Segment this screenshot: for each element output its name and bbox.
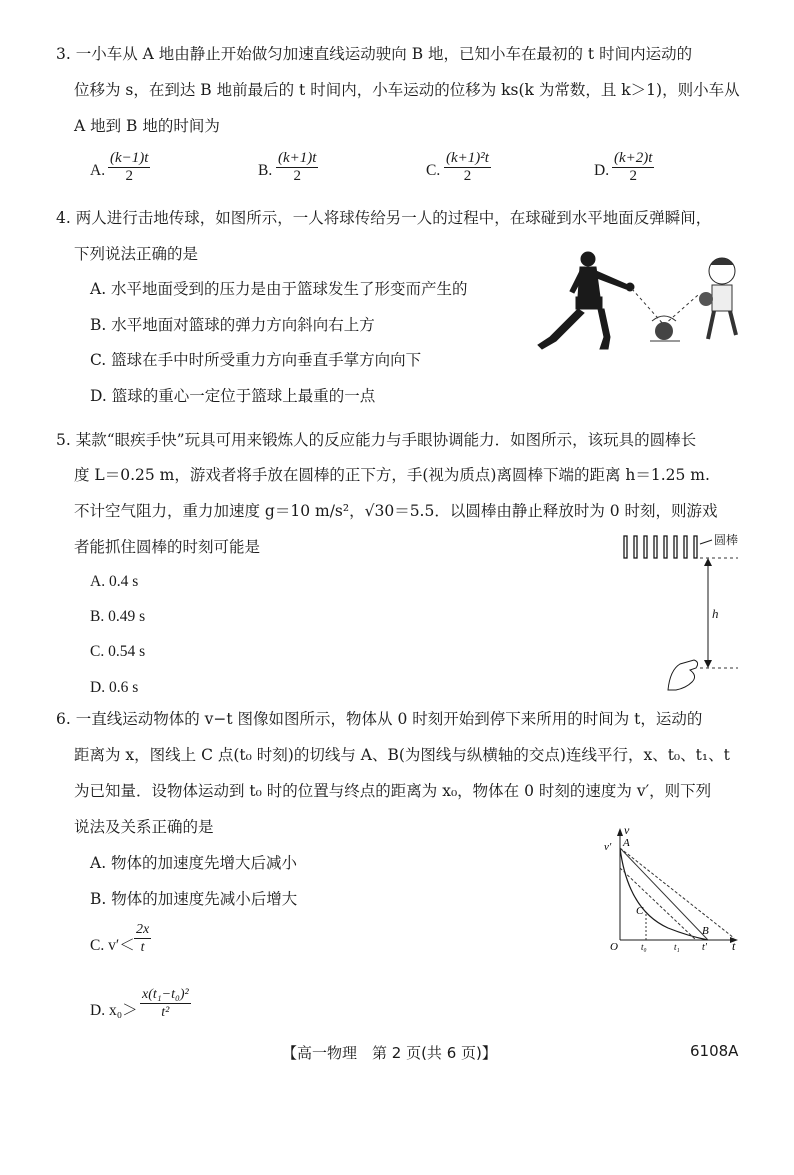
q6-text-line-2: 距离为 x，图线上 C 点(t₀ 时刻)的切线与 A、B(为图线与纵横轴的交点)连线平行，x、t₀、t₁、t	[74, 746, 730, 764]
q6-text-line-1: 6. 一直线运动物体的 v−t 图像如图所示，物体从 0 时刻开始到停下来所用的时间为 t，运动的	[56, 710, 703, 728]
q3-option-c-label: C.	[426, 162, 441, 179]
q4-option-b: B. 水平地面对篮球的弹力方向斜向右上方	[90, 316, 375, 334]
q6-text-line-3: 为已知量．设物体运动到 t₀ 时的位置与终点的距离为 x₀，物体在 0 时刻的速度为 v′，则下列	[74, 782, 712, 800]
q6-option-c-label: C. v′＜	[90, 937, 135, 954]
q3-option-d-label: D.	[594, 162, 610, 179]
point-a-label: A	[623, 837, 630, 849]
tangent-c	[620, 868, 696, 940]
q5-text-line-2: 度 L＝0.25 m，游戏者将手放在圆棒的正下方，手(视为质点)离圆棒下端的距离 h＝1.25 m.	[74, 466, 710, 484]
q5-option-d: D. 0.6 s	[90, 679, 139, 696]
rod-label: 圆棒	[714, 533, 739, 547]
q3-text-line-2: 位移为 s，在到达 B 地前最后的 t 时间内，小车运动的位移为 ks(k 为常数，且 k＞1)，则小车从	[74, 81, 740, 99]
q6-option-d-label: D. x₀＞	[90, 1002, 138, 1019]
ball-path-up	[664, 295, 698, 325]
basketball	[655, 322, 673, 340]
q3-option-c-fraction: $\frac{\text{(k+1)²t}}{2}$	[446, 150, 489, 184]
origin-label: O	[610, 941, 618, 953]
q4-option-d: D. 篮球的重心一定位于篮球上最重的一点	[90, 387, 376, 405]
q6-option-b: B. 物体的加速度先减小后增大	[90, 890, 298, 908]
q3-option-a-fraction: $\frac{(k-1)t}{2}$	[110, 150, 149, 184]
bounce-pass-figure	[530, 245, 755, 365]
t-prime-label: t′	[702, 942, 707, 953]
h-label: h	[712, 606, 719, 621]
q6-option-a: A. 物体的加速度先增大后减小	[90, 854, 298, 872]
q4-option-c: C. 篮球在手中时所受重力方向垂直手掌方向向下	[90, 351, 422, 369]
v-prime-label: v′	[604, 841, 612, 853]
q5-option-b: B. 0.49 s	[90, 608, 146, 625]
q4-text-line-2: 下列说法正确的是	[74, 245, 199, 263]
q3-option-d-fraction: $\frac{(k+2)t}{2}$	[614, 150, 653, 184]
point-b-label: B	[702, 925, 709, 937]
q3-option-b-label: B.	[258, 162, 273, 179]
q3-text-line-3: A 地到 B 地的时间为	[74, 117, 220, 135]
q5-text-line-3: 不计空气阻力，重力加速度 g＝10 m/s²，√30＝5.5．以圆棒由静止释放时为 0 时刻，则游戏	[74, 502, 718, 520]
q4-option-a: A. 水平地面受到的压力是由于篮球发生了形变而产生的	[90, 280, 468, 298]
bounce-arc	[652, 316, 676, 321]
t0-label: t₀	[641, 942, 647, 952]
t1-label: t₁	[674, 942, 680, 952]
q6-option-c-fraction: $\frac{2x}{t}$	[136, 922, 150, 955]
q6-text-line-4: 说法及关系正确的是	[74, 818, 214, 836]
q3-option-b-fraction: $\frac{(k+1)t}{2}$	[278, 150, 317, 184]
q5-text-line-4: 者能抓住圆棒的时刻可能是	[74, 538, 261, 556]
t-axis-label: t	[732, 939, 736, 953]
q3-option-a-label: A.	[90, 162, 106, 179]
q3-text-line-1: 3. 一小车从 A 地由静止开始做匀加速直线运动驶向 B 地，已知小车在最初的 t 时间内运动的	[56, 45, 693, 63]
q5-text-line-1: 5. 某款“眼疾手快”玩具可用来锻炼人的反应能力与手眼协调能力．如图所示，该玩具的圆棒长	[56, 431, 697, 449]
point-c-label: C	[636, 905, 644, 917]
hand-icon	[668, 660, 698, 690]
q4-text-line-1: 4. 两人进行击地传球，如图所示，一人将球传给另一人的过程中，在球碰到水平地面反弹瞬间，	[56, 209, 712, 227]
passer-figure	[538, 252, 634, 349]
vt-graph	[598, 820, 748, 955]
v-axis-label: v	[624, 823, 630, 837]
q6-option-d-fraction: $\frac{\text{x(t₁−t₀)²}}{\text{t²}}$	[142, 987, 189, 1020]
q5-option-c: C. 0.54 s	[90, 643, 146, 660]
page-footer: 【高一物理 第 2 页(共 6 页)】	[282, 1044, 497, 1062]
receiver-figure	[699, 258, 736, 339]
ball-path-down	[632, 289, 664, 325]
paper-code: 6108A	[690, 1042, 739, 1060]
q5-option-a: A. 0.4 s	[90, 573, 139, 590]
rod-game-figure	[620, 530, 770, 695]
